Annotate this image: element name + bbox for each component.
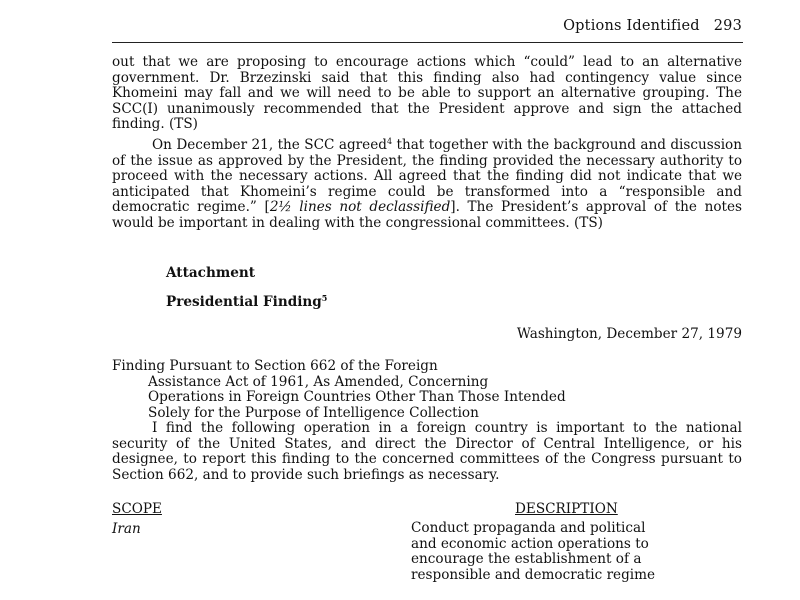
paragraph-2 bbox=[112, 138, 742, 232]
paragraph-2-part-b: that together with the background and discussion of the issue as approved by the President, the finding provided the necessary authority to proceed with the necessary actions. All agreed that the finding did not indicate that we anticipated that Khomeini’s regime could be transformed into a “responsible and democratic regime.” [ bbox=[112, 137, 742, 216]
scope-value: Iran bbox=[112, 521, 141, 537]
footnote-ref-5[interactable]: 5 bbox=[321, 293, 328, 303]
footnote-ref-4[interactable]: 4 bbox=[386, 137, 393, 146]
running-head bbox=[563, 18, 742, 34]
scope-header: SCOPE bbox=[112, 501, 162, 517]
description-line-3: encourage the establishment of a bbox=[411, 551, 642, 568]
page-number: 293 bbox=[713, 18, 742, 34]
description-header: DESCRIPTION bbox=[515, 501, 618, 517]
finding-title-line-4: Solely for the Purpose of Intelligence Collection bbox=[148, 404, 479, 421]
header-rule bbox=[112, 42, 743, 43]
paragraph-2-part-a: On December 21, the SCC agreed bbox=[152, 137, 387, 153]
dateline: Washington, December 27, 1979 bbox=[516, 326, 742, 342]
finding-title bbox=[112, 359, 732, 421]
paragraph-2-part-c: ]. The President’s approval of the notes would be important in dealing with the congressional committees. (TS) bbox=[112, 199, 742, 231]
attachment-heading: Attachment bbox=[166, 265, 256, 281]
description-line-2: and economic action operations to bbox=[411, 535, 649, 552]
finding-heading-text: Presidential Finding bbox=[166, 294, 322, 310]
running-head-title: Options Identified bbox=[563, 18, 700, 34]
description-line-4: responsible and democratic regime bbox=[411, 566, 656, 583]
finding-title-line-1: Finding Pursuant to Section 662 of the Foreign bbox=[112, 358, 438, 374]
description-line-1: Conduct propaganda and political bbox=[411, 520, 646, 536]
paragraph-3: I find the following operation in a foreign country is important to the national security of the United States, and direct the Director of Central Intelligence, or his designee, to report this finding to the concerned committees of the Congress pursuant to Section 662, and to provide such briefings as necessary. bbox=[112, 420, 742, 483]
finding-title-line-3: Operations in Foreign Countries Other Than Those Intended bbox=[148, 389, 566, 406]
redaction-note: 2½ lines not declassified bbox=[269, 199, 451, 216]
finding-title-line-2: Assistance Act of 1961, As Amended, Concerning bbox=[148, 373, 489, 390]
paragraph-1: out that we are proposing to encourage actions which “could” lead to an alternative government. Dr. Brzezinski said that this finding also had contingency value since Khomeini may fall and we will need to be able to support an alternative grouping. The SCC(I) unanimously recommended that the President approve and sign the attached finding. (TS) bbox=[112, 54, 742, 133]
description-value bbox=[411, 521, 741, 583]
finding-heading bbox=[166, 294, 327, 310]
